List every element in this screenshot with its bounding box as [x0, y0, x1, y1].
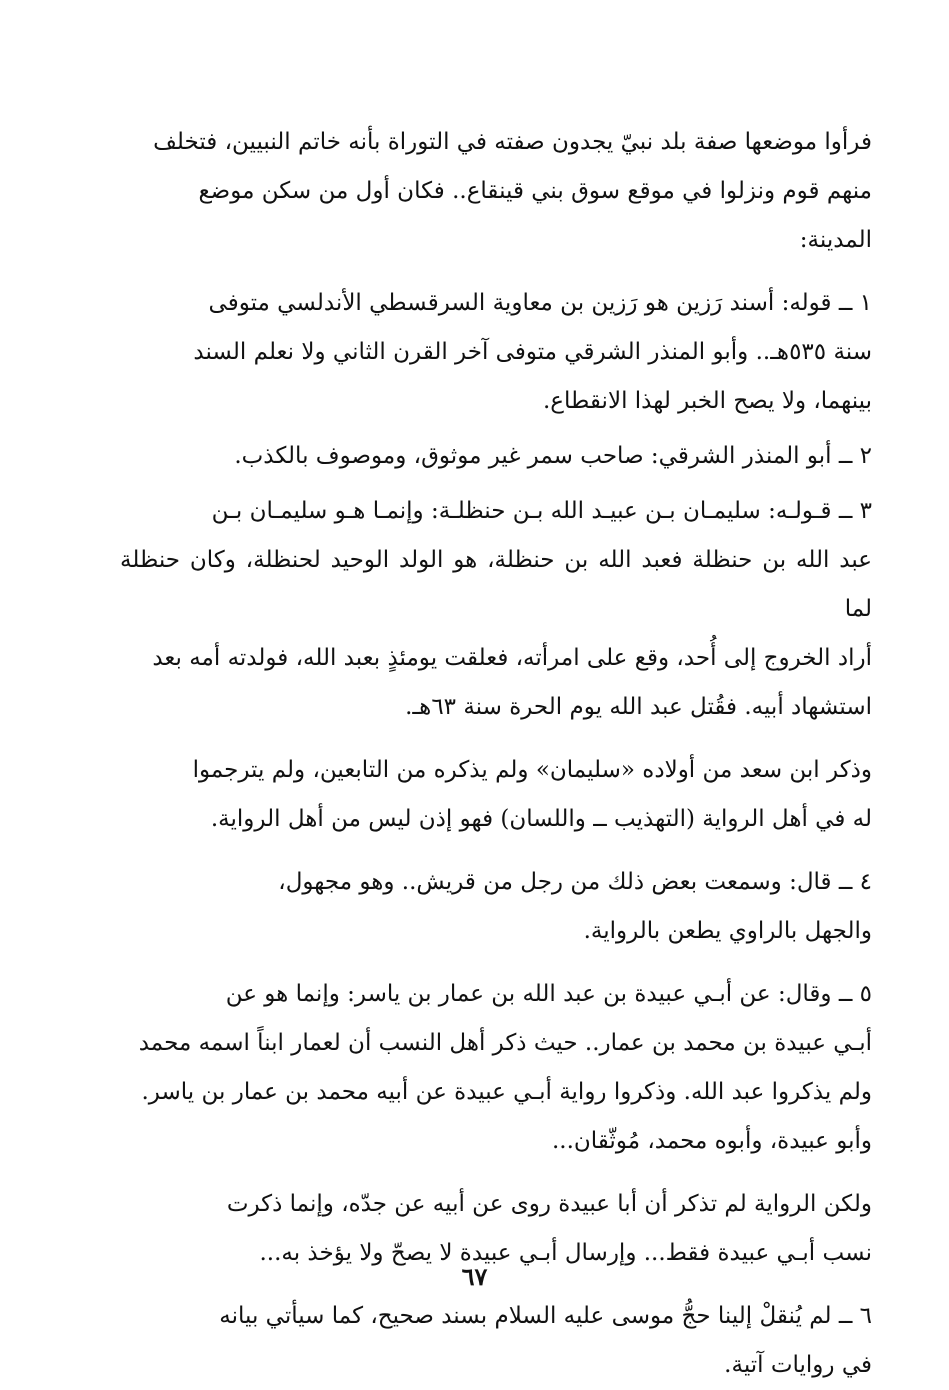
text-line: استشهاد أبيه. فقُتل عبد الله يوم الحرة سنة ٦٣هـ. [405, 694, 872, 720]
paragraph-note-5 [120, 970, 872, 1166]
paragraph-note-2 [120, 432, 872, 481]
text-line: ٤ ــ قال: وسمعت بعض ذلك من رجل من قريش.. وهو مجهول، [278, 869, 872, 895]
text-line: والجهل بالراوي يطعن بالرواية. [583, 918, 872, 944]
page-number: ٦٧ [461, 1262, 488, 1291]
text-line: وذكر ابن سعد من أولاده «سليمان» ولم يذكره من التابعين، ولم يترجموا [192, 757, 872, 783]
page-body [120, 118, 872, 1390]
text-line: فرأوا موضعها صفة بلد نبيّ يجدون صفته في التوراة بأنه خاتم النبيين، فتخلف [153, 129, 872, 155]
paragraph-note-6 [120, 1292, 872, 1390]
text-line: في روايات آتية. [724, 1352, 872, 1378]
paragraph-note-4 [120, 858, 872, 956]
paragraph-note-3-continued [120, 746, 872, 844]
paragraph-intro [120, 118, 872, 265]
text-line: ٥ ــ وقال: عن أبـي عبيدة بن عبد الله بن عمار بن ياسر: وإنما هو عن [225, 981, 872, 1007]
text-line: ولم يذكروا عبد الله. وذكروا رواية أبـي عبيدة عن أبيه محمد بن عمار بن ياسر. [141, 1079, 872, 1105]
paragraph-note-1 [120, 279, 872, 426]
text-line: بينهما، ولا يصح الخبر لهذا الانقطاع. [543, 388, 872, 414]
text-line: أبـي عبيدة بن محمد بن عمار.. حيث ذكر أهل النسب أن لعمار ابناً اسمه محمد [138, 1030, 872, 1056]
text-line: نسب أبـي عبيدة فقط... وإرسال أبـي عبيدة لا يصحّ ولا يؤخذ به... [259, 1240, 872, 1266]
paragraph-note-3 [120, 487, 872, 732]
text-line: عبد الله بن حنظلة فعبد الله بن حنظلة، هو الولد الوحيد لحنظلة، وكان حنظلة لما [120, 547, 872, 622]
text-line: وأبو عبيدة، وأبوه محمد، مُوثّقان... [551, 1128, 872, 1154]
text-line: أراد الخروج إلى أُحد، وقع على امرأته، فعلقت يومئذٍ بعبد الله، فولدته أمه بعد [152, 645, 872, 671]
text-line: ٦ ــ لم يُنقلْ إلينا حجُّ موسى عليه السلام بسند صحيح، كما سيأتي بيانه [219, 1303, 872, 1329]
text-line: ولكن الرواية لم تذكر أن أبا عبيدة روى عن أبيه عن جدّه، وإنما ذكرت [226, 1191, 872, 1217]
text-line: منهم قوم ونزلوا في موقع سوق بني قينقاع.. فكان أول من سكن موضع [198, 178, 872, 204]
text-line: ٢ ــ أبو المنذر الشرقي: صاحب سمر غير موثوق، وموصوف بالكذب. [234, 443, 872, 469]
text-line: المدينة: [799, 227, 872, 253]
text-line: ١ ــ قوله: أسند رَزين هو رَزين بن معاوية السرقسطي الأندلسي متوفى [208, 290, 872, 316]
text-line: ٣ ــ قـولـه: سليمـان بـن عبيـد الله بـن حنظلـة: وإنمـا هـو سليمـان بـن [211, 498, 872, 524]
text-line: له في أهل الرواية (التهذيب ــ واللسان) فهو إذن ليس من أهل الرواية. [210, 806, 872, 832]
text-line: سنة ٥٣٥هـ.. وأبو المنذر الشرقي متوفى آخر القرن الثاني ولا نعلم السند [193, 339, 872, 365]
